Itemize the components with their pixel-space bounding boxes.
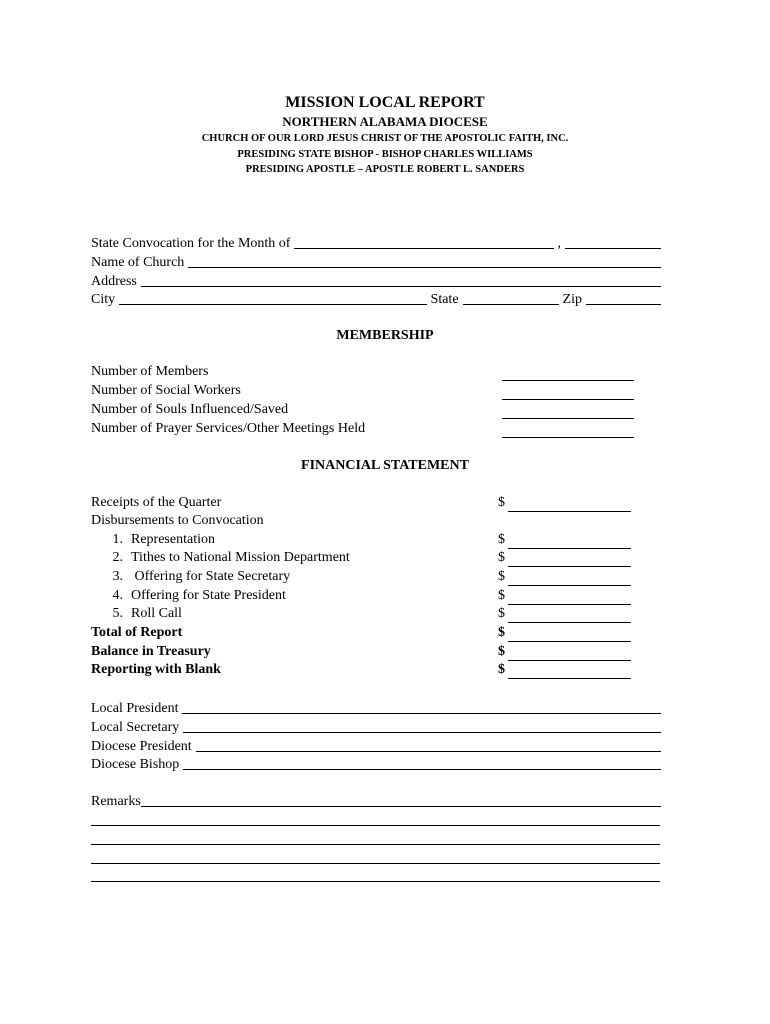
- disbursement-item: [91, 550, 350, 566]
- local-secretary-field[interactable]: [183, 720, 661, 733]
- item-label: Roll Call: [131, 606, 182, 621]
- remarks-label: Remarks: [91, 794, 141, 809]
- dollar-sign: $: [498, 606, 505, 621]
- president-offering-field[interactable]: [508, 603, 631, 605]
- reporting-field[interactable]: [508, 677, 631, 679]
- address-label: Address: [91, 274, 137, 289]
- remarks-line[interactable]: [91, 862, 660, 864]
- address-field[interactable]: [141, 274, 661, 287]
- zip-field[interactable]: [586, 292, 661, 305]
- local-secretary-row: [91, 717, 661, 735]
- secretary-offering-field[interactable]: [508, 584, 631, 586]
- diocese-name: NORTHERN ALABAMA DIOCESE: [282, 114, 488, 129]
- representation-field[interactable]: [508, 547, 631, 549]
- item-number: 1.: [112, 532, 123, 547]
- form-title: MISSION LOCAL REPORT: [285, 94, 485, 111]
- item-label: Representation: [131, 532, 215, 547]
- social-workers-field[interactable]: [502, 398, 634, 400]
- remarks-row: [91, 791, 661, 809]
- state-field[interactable]: [463, 292, 559, 305]
- church-label: Name of Church: [91, 255, 185, 270]
- item-label: Tithes to National Mission Department: [131, 550, 350, 565]
- disbursement-item: [91, 532, 215, 548]
- church-row: [91, 252, 661, 270]
- diocese-president-label: Diocese President: [91, 739, 192, 754]
- tithes-field[interactable]: [508, 565, 631, 567]
- item-number: 5.: [112, 606, 123, 621]
- diocese-bishop-label: Diocese Bishop: [91, 757, 180, 772]
- comma-separator: ,: [557, 236, 561, 251]
- remarks-line[interactable]: [91, 880, 660, 882]
- item-number: 3.: [112, 569, 123, 584]
- dollar-sign: $: [498, 644, 505, 659]
- diocese-bishop-field[interactable]: [183, 757, 661, 770]
- presiding-apostle: PRESIDING APOSTLE – APOSTLE ROBERT L. SANDERS: [245, 164, 525, 175]
- disbursement-item: [91, 606, 182, 622]
- dollar-sign: $: [498, 625, 505, 640]
- remarks-line[interactable]: [91, 824, 660, 826]
- convocation-label: State Convocation for the Month of: [91, 236, 291, 251]
- members-field[interactable]: [502, 379, 634, 381]
- local-president-label: Local President: [91, 701, 179, 716]
- dollar-sign: $: [498, 569, 505, 584]
- convocation-month-field[interactable]: [294, 236, 553, 249]
- members-label: Number of Members: [91, 364, 209, 379]
- souls-saved-label: Number of Souls Influenced/Saved: [91, 402, 289, 417]
- dollar-sign: $: [498, 588, 505, 603]
- item-label: Offering for State Secretary: [131, 569, 291, 584]
- remarks-field[interactable]: [141, 794, 661, 807]
- social-workers-label: Number of Social Workers: [91, 383, 241, 398]
- total-label: Total of Report: [91, 625, 183, 640]
- local-president-field[interactable]: [182, 701, 661, 714]
- disbursement-item: [91, 569, 290, 585]
- balance-label: Balance in Treasury: [91, 644, 211, 659]
- presiding-bishop: PRESIDING STATE BISHOP - BISHOP CHARLES WILLIAMS: [237, 149, 533, 160]
- diocese-bishop-row: [91, 754, 661, 772]
- zip-label: Zip: [562, 292, 582, 307]
- prayer-services-field[interactable]: [502, 436, 634, 438]
- convocation-row: [91, 233, 661, 251]
- remarks-line[interactable]: [91, 843, 660, 845]
- dollar-sign: $: [498, 532, 505, 547]
- balance-field[interactable]: [508, 659, 631, 661]
- roll-call-field[interactable]: [508, 621, 631, 623]
- souls-saved-field[interactable]: [502, 417, 634, 419]
- receipts-field[interactable]: [508, 510, 631, 512]
- city-field[interactable]: [119, 292, 426, 305]
- membership-heading: MEMBERSHIP: [336, 328, 434, 343]
- disbursements-label: Disbursements to Convocation: [91, 513, 264, 528]
- financial-heading: FINANCIAL STATEMENT: [301, 458, 469, 473]
- disbursement-item: [91, 588, 286, 604]
- state-label: State: [430, 292, 459, 307]
- address-row: [91, 271, 661, 289]
- item-number: 4.: [112, 588, 123, 603]
- total-field[interactable]: [508, 640, 631, 642]
- dollar-sign: $: [498, 662, 505, 677]
- diocese-president-row: [91, 736, 661, 754]
- receipts-label: Receipts of the Quarter: [91, 495, 222, 510]
- item-number: 2.: [112, 550, 123, 565]
- city-label: City: [91, 292, 116, 307]
- dollar-sign: $: [498, 550, 505, 565]
- item-label: Offering for State President: [131, 588, 286, 603]
- city-row: [91, 289, 661, 307]
- prayer-services-label: Number of Prayer Services/Other Meetings Held: [91, 421, 366, 436]
- local-secretary-label: Local Secretary: [91, 720, 180, 735]
- church-name-field[interactable]: [188, 255, 661, 268]
- local-president-row: [91, 698, 661, 716]
- diocese-president-field[interactable]: [196, 739, 661, 752]
- dollar-sign: $: [498, 495, 505, 510]
- reporting-label: Reporting with Blank: [91, 662, 221, 677]
- convocation-year-field[interactable]: [565, 236, 661, 249]
- church-name: CHURCH OF OUR LORD JESUS CHRIST OF THE APOSTOLIC FAITH, INC.: [201, 133, 569, 144]
